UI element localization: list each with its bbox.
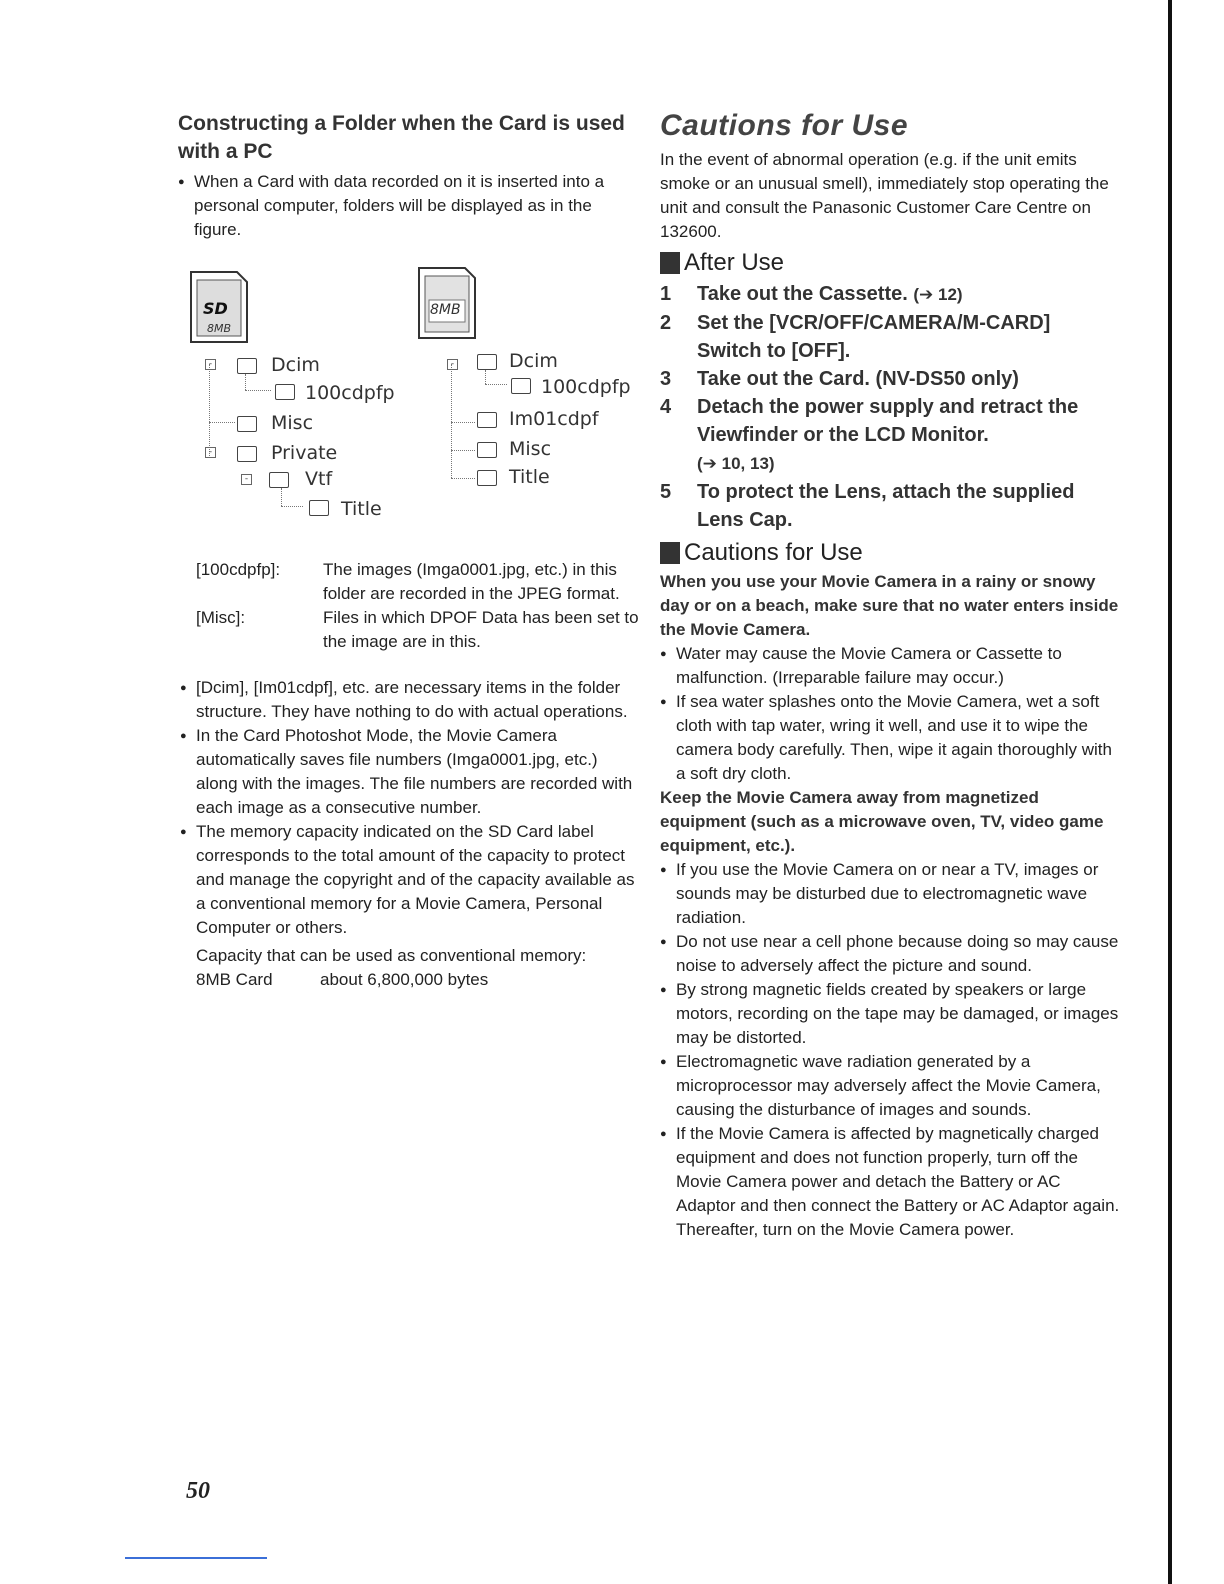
rain-heading: When you use your Movie Camera in a rainy or snowy day or on a beach, make sure that no water enters inside the Movie Camera. xyxy=(660,572,1119,639)
folder-section-title: Constructing a Folder when the Card is used with a PC xyxy=(178,112,625,163)
bullet-icon: ● xyxy=(180,826,187,838)
intro-bullet: ● When a Card with data recorded on it is inserted into a personal computer, folders will be displayed as in the figure. xyxy=(178,172,605,239)
collapse-icon: - xyxy=(205,447,216,458)
folder-icon xyxy=(477,412,497,428)
definition-term: [Misc]: xyxy=(196,608,246,627)
definition-desc: The images (Imga0001.jpg, etc.) in this folder are recorded in the JPEG format. xyxy=(323,560,620,603)
right-column xyxy=(660,108,1120,1242)
cautions-intro: In the event of abnormal operation (e.g. if the unit emits smoke or an unusual smell), immediately stop operating the unit and consult the Panasonic Customer Care Centre on 132600. xyxy=(660,150,1109,241)
tree2-dcim: Dcim xyxy=(509,350,558,372)
folder-icon xyxy=(477,354,497,370)
caution-bullet: ● Water may cause the Movie Camera or Cassette to malfunction. (Irreparable failure may occur.) xyxy=(660,644,1062,687)
tree1-branch xyxy=(209,422,235,423)
bottom-rule xyxy=(125,1557,267,1559)
folder-icon xyxy=(477,442,497,458)
note-bullet: ● [Dcim], [Im01cdpf], etc. are necessary items in the folder structure. They have nothing to do with actual operations. xyxy=(180,678,628,721)
tree1-private: Private xyxy=(271,442,338,464)
left-column xyxy=(178,110,638,242)
bullet-icon: ● xyxy=(660,864,667,876)
caution-bullet: ● Electromagnetic wave radiation generated by a microprocessor may adversely affect the Movie Camera, causing the disturbance of images and sounds. xyxy=(660,1052,1101,1119)
folder-icon xyxy=(237,446,257,462)
caution-bullet: ● By strong magnetic fields created by speakers or large motors, recording on the tape may be damaged, or images may be distorted. xyxy=(660,980,1119,1047)
capacity-intro: Capacity that can be used as conventional memory: xyxy=(196,946,587,965)
tree2-branch xyxy=(485,370,486,384)
caution-bullet: ● If you use the Movie Camera on or near a TV, images or sounds may be disturbed due to electromagnetic wave radiation. xyxy=(660,860,1099,927)
cautions-heading: Cautions for Use xyxy=(660,538,1120,568)
folder-icon xyxy=(477,470,497,486)
card2-size-label: 8MB xyxy=(430,302,461,318)
tree2-misc: Misc xyxy=(509,438,552,460)
tree1-dcim: Dcim xyxy=(271,354,320,376)
capacity-row xyxy=(180,968,640,992)
after-use-heading: After Use xyxy=(660,248,1120,278)
note-bullet: ● In the Card Photoshot Mode, the Movie Camera automatically saves file numbers (Imga0001.jpg, etc.) along with the images. The file numbers are recorded with each image as a consecutive number. xyxy=(180,726,633,817)
tree2-100cdpfp: 100cdpfp xyxy=(541,376,631,398)
caution-bullet: ● If the Movie Camera is affected by magnetically charged equipment and does not function properly, turn off the Movie Camera power and detach the Battery or AC Adaptor and then connect the Battery or AC Adaptor again. Thereafter, turn on the Movie Camera power. xyxy=(660,1124,1120,1239)
step-item: 4 Detach the power supply and retract the Viewfinder or the LCD Monitor. (➔ 10, 13) xyxy=(660,396,1079,473)
capacity-card: 8MB Card xyxy=(196,970,273,989)
folder-icon xyxy=(511,378,531,394)
folder-icon xyxy=(269,472,289,488)
bullet-icon: ● xyxy=(180,730,187,742)
bullet-icon: ● xyxy=(660,1056,667,1068)
heading-marker-icon xyxy=(660,252,680,274)
tree1-misc: Misc xyxy=(271,412,314,434)
collapse-icon: - xyxy=(241,474,252,485)
tree2-branch xyxy=(451,450,475,451)
definition-row xyxy=(196,558,646,606)
bullet-icon: ● xyxy=(660,696,667,708)
folder-notes xyxy=(180,676,640,992)
tree1-branch xyxy=(281,488,282,506)
card1-size-label: 8MB xyxy=(207,322,232,335)
folder-structure-figure xyxy=(185,262,645,532)
definition-term: [100cdpfp]: xyxy=(196,560,281,579)
step-item: 2 Set the [VCR/OFF/CAMERA/M-CARD] Switch to [OFF]. xyxy=(660,312,1051,362)
bullet-icon: ● xyxy=(180,682,187,694)
tree1-branch xyxy=(245,374,246,390)
bullet-icon: ● xyxy=(660,984,667,996)
collapse-icon: - xyxy=(205,359,216,370)
tree1-vtf: Vtf xyxy=(305,468,333,490)
capacity-value: about 6,800,000 bytes xyxy=(320,970,489,989)
magnet-heading: Keep the Movie Camera away from magnetized equipment (such as a microwave oven, TV, video game equipment, etc.). xyxy=(660,788,1104,855)
step-item: 3 Take out the Card. (NV-DS50 only) xyxy=(660,368,1019,390)
step-item: 5 To protect the Lens, attach the supplied Lens Cap. xyxy=(660,481,1075,531)
folder-icon xyxy=(309,500,329,516)
tree2-trunk xyxy=(451,364,452,478)
step-item: 1 Take out the Cassette. (➔ 12) xyxy=(660,283,963,305)
bullet-icon: ● xyxy=(660,936,667,948)
caution-bullet: ● Do not use near a cell phone because doing so may cause noise to adversely affect the picture and sound. xyxy=(660,932,1119,975)
folder-icon xyxy=(237,358,257,374)
tree1-trunk xyxy=(209,364,210,456)
tree2-im01cdpf: Im01cdpf xyxy=(509,408,599,430)
tree2-title: Title xyxy=(509,466,550,488)
svg-text:SD: SD xyxy=(203,299,228,318)
note-bullet: ● The memory capacity indicated on the SD Card label corresponds to the total amount of the capacity to protect and manage the copyright and of the capacity available as a conventional memory for a Movie Camera, Personal Computer or others. xyxy=(180,822,635,937)
page-title: Cautions for Use xyxy=(660,109,909,142)
page-edge-line xyxy=(1168,0,1172,1584)
definition-desc: Files in which DPOF Data has been set to the image are in this. xyxy=(323,608,639,651)
tree2-branch xyxy=(451,422,475,423)
folder-definitions xyxy=(196,558,646,654)
heading-marker-icon xyxy=(660,542,680,564)
tree1-100cdpfp: 100cdpfp xyxy=(305,382,395,404)
collapse-icon: - xyxy=(447,359,458,370)
tree2-branch xyxy=(485,384,507,385)
definition-row xyxy=(196,606,646,654)
tree1-branch xyxy=(245,390,271,391)
caution-bullet: ● If sea water splashes onto the Movie Camera, wet a soft cloth with tap water, wring it well, and use it to wipe the camera body carefully. Then, wipe it again thoroughly with a soft dry cloth. xyxy=(660,692,1112,783)
tree2-branch xyxy=(451,478,475,479)
tree1-title: Title xyxy=(341,498,382,520)
folder-icon xyxy=(275,384,295,400)
tree1-branch xyxy=(281,506,303,507)
folder-icon xyxy=(237,416,257,432)
bullet-icon: ● xyxy=(178,176,185,188)
bullet-icon: ● xyxy=(660,1128,667,1140)
page-number: 50 xyxy=(186,1478,210,1504)
bullet-icon: ● xyxy=(660,648,667,660)
